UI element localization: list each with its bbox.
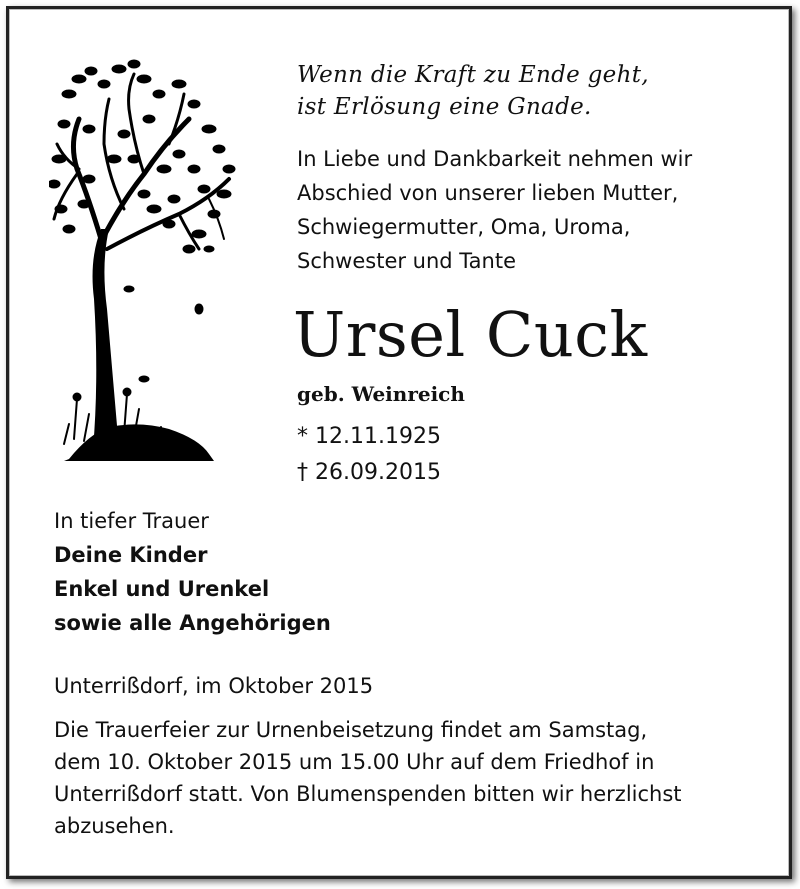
death-date: † 26.09.2015 bbox=[297, 460, 441, 485]
intro-text bbox=[297, 142, 692, 278]
notice-frame bbox=[6, 6, 792, 879]
mourners-intro: In tiefer Trauer bbox=[54, 509, 209, 533]
intro-line: Schwester und Tante bbox=[297, 249, 516, 273]
funeral-line: Unterrißdorf statt. Von Blumenspenden bitten wir herzlichst bbox=[54, 782, 682, 806]
intro-line: Abschied von unserer lieben Mutter, bbox=[297, 181, 679, 205]
funeral-line: abzusehen. bbox=[54, 814, 175, 838]
life-dates bbox=[297, 419, 441, 491]
birth-date: * 12.11.1925 bbox=[297, 424, 441, 449]
funeral-line: Die Trauerfeier zur Urnenbeisetzung findet am Samstag, bbox=[54, 718, 648, 742]
intro-line: Schwiegermutter, Oma, Uroma, bbox=[297, 215, 631, 239]
mourners bbox=[54, 504, 331, 640]
place-date: Unterrißdorf, im Oktober 2015 bbox=[54, 674, 374, 698]
motto bbox=[297, 59, 649, 123]
mourner-line: Deine Kinder bbox=[54, 543, 208, 567]
motto-line: ist Erlösung eine Gnade. bbox=[297, 94, 592, 120]
motto-line: Wenn die Kraft zu Ende geht, bbox=[297, 62, 649, 88]
tree-illustration bbox=[49, 49, 239, 469]
intro-line: In Liebe und Dankbarkeit nehmen wir bbox=[297, 147, 693, 171]
funeral-line: dem 10. Oktober 2015 um 15.00 Uhr auf dem Friedhof in bbox=[54, 750, 655, 774]
funeral-info bbox=[54, 714, 774, 842]
mourner-line: Enkel und Urenkel bbox=[54, 577, 270, 601]
deceased-name: Ursel Cuck bbox=[293, 298, 648, 371]
mourner-line: sowie alle Angehörigen bbox=[54, 611, 331, 635]
maiden-name: geb. Weinreich bbox=[297, 382, 465, 406]
